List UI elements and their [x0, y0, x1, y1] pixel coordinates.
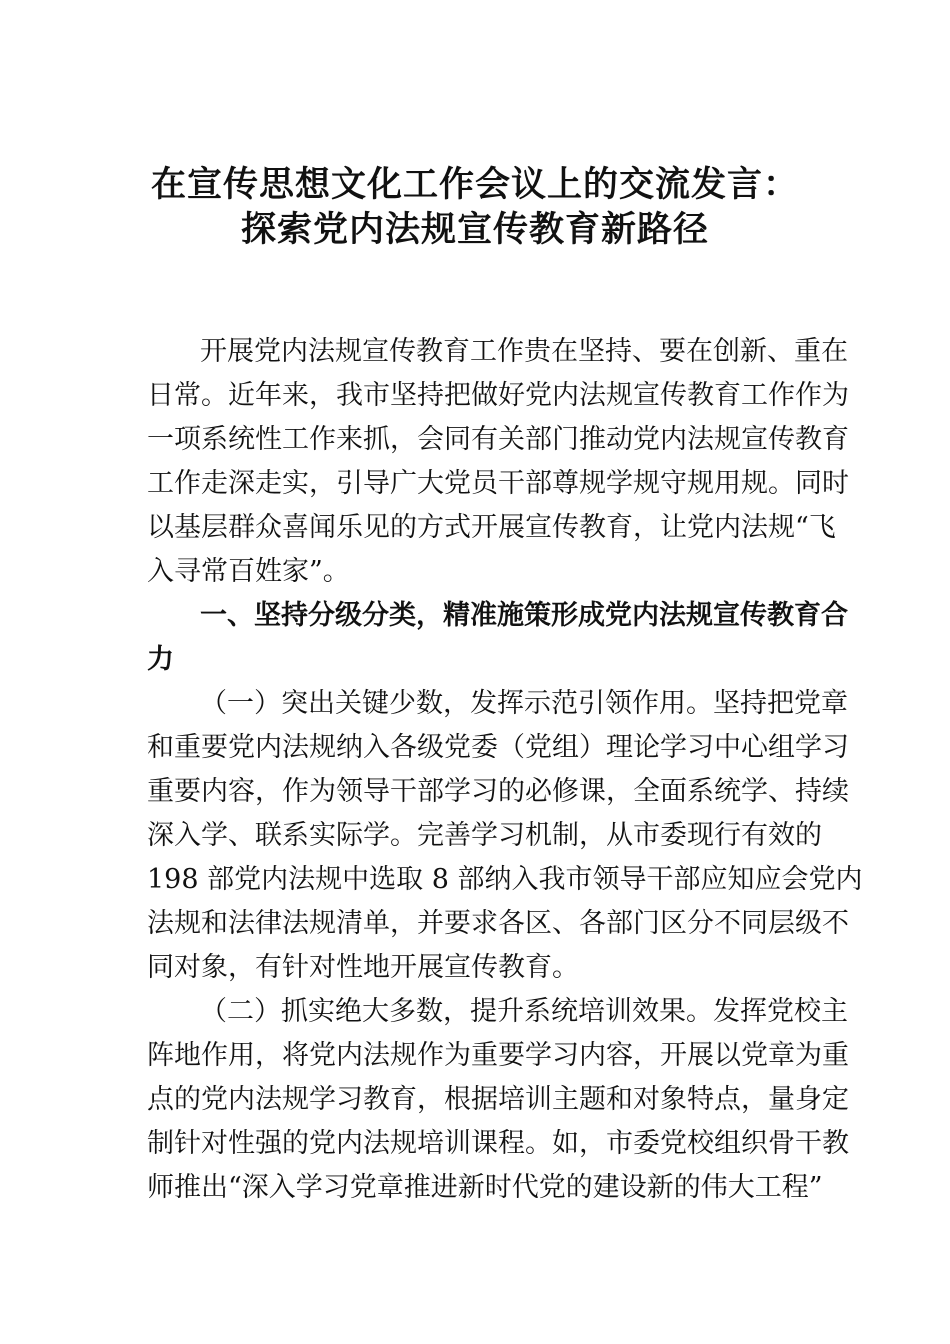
text-line: 和重要党内法规纳入各级党委（党组）理论学习中心组学习	[147, 732, 849, 763]
text-line: 重要内容，作为领导干部学习的必修课，全面系统学、持续	[147, 776, 849, 807]
text-line: （二）抓实绝大多数，提升系统培训效果。发挥党校主	[200, 996, 848, 1027]
document-title-line-1: 在宣传思想文化工作会议上的交流发言：	[150, 164, 799, 205]
text-line: （一）突出关键少数，发挥示范引领作用。坚持把党章	[200, 688, 848, 719]
document-body	[147, 330, 863, 1210]
text-line: 一、坚持分级分类，精准施策形成党内法规宣传教育合	[200, 600, 848, 631]
text-line: 日常。近年来，我市坚持把做好党内法规宣传教育工作作为	[147, 380, 849, 411]
text-line: 深入学、联系实际学。完善学习机制，从市委现行有效的	[147, 820, 822, 851]
text-line: 法规和法律法规清单，并要求各区、各部门区分不同层级不	[147, 908, 849, 939]
section-heading	[147, 594, 848, 682]
text-line: 同对象，有针对性地开展宣传教育。	[147, 952, 579, 983]
paragraph	[147, 990, 849, 1210]
paragraph	[147, 682, 863, 990]
paragraph	[147, 330, 849, 594]
text-line: 198 部党内法规中选取 8 部纳入我市领导干部应知应会党内	[147, 864, 863, 895]
text-line: 师推出“深入学习党章推进新时代党的建设新的伟大工程”	[147, 1172, 823, 1203]
text-line: 一项系统性工作来抓，会同有关部门推动党内法规宣传教育	[147, 424, 849, 455]
text-line: 开展党内法规宣传教育工作贵在坚持、要在创新、重在	[200, 336, 848, 367]
text-line: 阵地作用，将党内法规作为重要学习内容，开展以党章为重	[147, 1040, 849, 1071]
text-line: 以基层群众喜闻乐见的方式开展宣传教育，让党内法规“飞	[147, 512, 836, 543]
text-line: 力	[147, 644, 174, 675]
document-title-line-2: 探索党内法规宣传教育新路径	[240, 209, 709, 250]
text-line: 工作走深走实，引导广大党员干部尊规学规守规用规。同时	[147, 468, 849, 499]
text-line: 入寻常百姓家”。	[147, 556, 350, 587]
text-line: 点的党内法规学习教育，根据培训主题和对象特点，量身定	[147, 1084, 849, 1115]
text-line: 制针对性强的党内法规培训课程。如，市委党校组织骨干教	[147, 1128, 849, 1159]
